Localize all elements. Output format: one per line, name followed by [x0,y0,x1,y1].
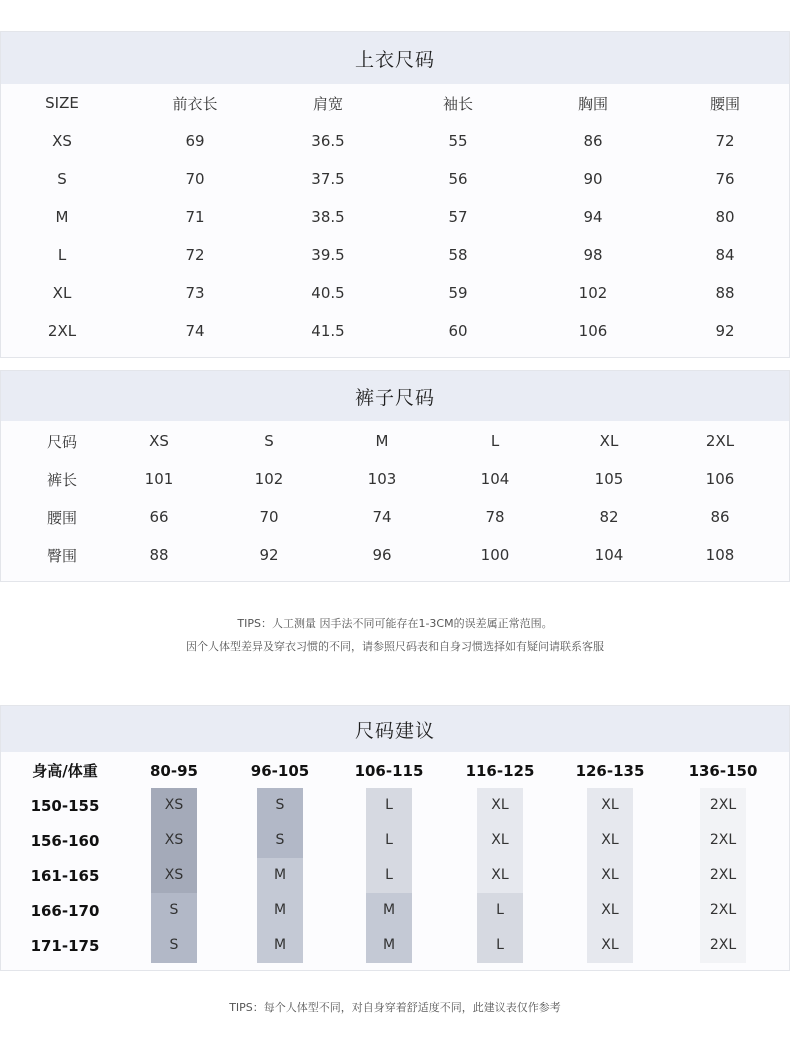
size-suggestion-cell [563,858,657,893]
table-cell: 袖长 [442,94,473,113]
table-cell: 80 [715,208,735,226]
table-cell: 41.5 [311,322,345,340]
size-chip: XL [587,893,633,928]
table-row [1,198,790,236]
size-suggestion-cell [129,823,219,858]
table-cell: M [55,208,69,226]
size-chip: L [366,788,412,823]
size-chip: 2XL [700,788,746,823]
table-cell: 101 [144,470,174,488]
table-cell: 2XL [47,322,77,340]
recommend-title: 尺码建议 [1,706,789,752]
table-cell: 74 [372,508,392,526]
size-chip: M [257,858,303,893]
table-cell: 胸围 [577,94,608,113]
table-cell: 腰围 [46,508,77,527]
table-cell: 71 [185,208,205,226]
size-chip: S [257,823,303,858]
table-cell: 39.5 [311,246,345,264]
size-suggestion-cell [341,858,437,893]
table-cell: 60 [448,322,468,340]
table-cell: 70 [185,170,205,188]
table-cell: 104 [594,546,624,564]
table-cell: L [57,246,67,264]
table-cell: 肩宽 [312,94,343,113]
table-cell: 56 [448,170,468,188]
table-cell: 裤长 [46,470,77,489]
table-row [1,788,789,823]
table-cell: 76 [715,170,735,188]
table-cell: SIZE [45,94,79,112]
top-size-table [1,84,790,350]
size-suggestion-cell [437,893,563,928]
table-cell: 78 [485,508,505,526]
size-chip: L [477,928,523,963]
size-chip: XL [587,788,633,823]
size-chip: M [366,928,412,963]
table-cell: 96-105 [250,761,310,780]
height-range-cell: 171-175 [30,936,100,955]
table-cell: XS [52,132,72,150]
height-range-cell: 156-160 [30,831,100,850]
size-chip: XL [587,858,633,893]
table-cell: 100 [480,546,510,564]
table-cell: 37.5 [311,170,345,188]
table-row [1,460,790,498]
table-cell: 88 [715,284,735,302]
size-suggestion-cell [563,893,657,928]
size-chip: M [366,893,412,928]
size-chip: XS [151,823,197,858]
size-suggestion-cell [219,823,341,858]
size-chip: XL [587,823,633,858]
table-cell: 98 [583,246,603,264]
pants-size-table [1,422,790,574]
table-cell: 116-125 [465,761,535,780]
table-cell: 84 [715,246,735,264]
table-cell: 106 [705,470,735,488]
size-chip: S [151,893,197,928]
table-cell: 66 [149,508,169,526]
size-suggestion-cell [341,823,437,858]
size-chip: XL [477,788,523,823]
table-row [1,312,790,350]
size-suggestion-cell [563,788,657,823]
size-suggestion-cell [219,858,341,893]
table-cell: 90 [583,170,603,188]
size-suggestion-cell [657,928,789,963]
size-suggestion-cell [563,928,657,963]
table-cell: XL [599,432,619,450]
table-cell: 92 [715,322,735,340]
table-cell: 103 [367,470,397,488]
size-chip: 2XL [700,823,746,858]
table-cell: 70 [259,508,279,526]
size-suggestion-cell [437,823,563,858]
table-cell: M [375,432,389,450]
table-cell: 臀围 [46,546,77,565]
table-cell: 57 [448,208,468,226]
size-chip: XL [477,858,523,893]
table-cell: 104 [480,470,510,488]
table-cell: 73 [185,284,205,302]
top-size-title: 上衣尺码 [1,32,789,84]
table-cell: 108 [705,546,735,564]
top-size-panel [0,31,790,358]
size-suggestion-cell [341,788,437,823]
size-chip: 2XL [700,928,746,963]
height-range-cell: 166-170 [30,901,100,920]
size-suggestion-cell [563,823,657,858]
table-cell: 38.5 [311,208,345,226]
height-range-cell: 161-165 [30,866,100,885]
size-suggestion-cell [657,858,789,893]
table-row [1,160,790,198]
size-suggestion-cell [341,928,437,963]
table-row [1,536,790,574]
size-chip: S [257,788,303,823]
table-cell: L [490,432,500,450]
table-cell: 腰围 [709,94,740,113]
table-cell: 前衣长 [172,94,218,113]
size-suggestion-cell [341,893,437,928]
size-suggestion-cell [219,788,341,823]
size-chip: L [366,823,412,858]
table-cell: 尺码 [46,432,77,451]
table-cell: 69 [185,132,205,150]
recommend-panel [0,705,790,971]
table-cell: 72 [185,246,205,264]
measure-tips-line1: TIPS：人工测量 因手法不同可能存在1-3CM的误差属正常范围。 [237,617,553,630]
table-cell: 身高/体重 [32,762,98,780]
table-cell: 82 [599,508,619,526]
size-suggestion-cell [437,928,563,963]
table-cell: XS [149,432,169,450]
size-chip: XS [151,858,197,893]
table-cell: 105 [594,470,624,488]
table-cell: 96 [372,546,392,564]
table-cell: 80-95 [150,761,198,780]
table-cell: 2XL [705,432,735,450]
table-cell: 86 [583,132,603,150]
table-header-row [1,422,790,460]
table-header-row [1,753,789,788]
table-cell: 58 [448,246,468,264]
table-cell: 59 [448,284,468,302]
table-header-row [1,84,790,122]
height-range-cell: 150-155 [30,796,100,815]
size-chip: 2XL [700,858,746,893]
table-cell: 102 [254,470,284,488]
size-suggestion-cell [437,858,563,893]
size-chip: XS [151,788,197,823]
table-cell: 88 [149,546,169,564]
table-cell: 136-150 [688,761,758,780]
table-cell: 126-135 [575,761,645,780]
table-cell: 86 [710,508,730,526]
recommend-tips: TIPS：每个人体型不同，对自身穿着舒适度不同，此建议表仅作参考 [229,1001,561,1014]
table-row [1,498,790,536]
size-suggestion-cell [657,788,789,823]
size-suggestion-cell [129,788,219,823]
table-row [1,274,790,312]
table-row [1,122,790,160]
table-row [1,236,790,274]
size-suggestion-cell [129,858,219,893]
size-chip: L [477,893,523,928]
table-cell: 74 [185,322,205,340]
pants-size-panel [0,370,790,582]
size-suggestion-cell [129,893,219,928]
size-suggestion-cell [129,928,219,963]
size-chip: S [151,928,197,963]
table-cell: 55 [448,132,468,150]
size-suggestion-cell [657,893,789,928]
size-suggestion-cell [657,823,789,858]
table-cell: S [264,432,274,450]
table-cell: 106-115 [354,761,424,780]
table-cell: 102 [578,284,608,302]
size-suggestion-cell [219,893,341,928]
table-row [1,893,789,928]
size-chip: XL [477,823,523,858]
size-chip: L [366,858,412,893]
table-row [1,823,789,858]
size-chip: M [257,928,303,963]
table-cell: 40.5 [311,284,345,302]
size-suggestion-cell [219,928,341,963]
pants-size-title: 裤子尺码 [1,371,789,421]
table-cell: 72 [715,132,735,150]
table-row [1,928,789,963]
table-cell: 94 [583,208,603,226]
table-cell: S [57,170,67,188]
size-chip: 2XL [700,893,746,928]
size-chip: XL [587,928,633,963]
table-cell: 92 [259,546,279,564]
recommend-table [1,753,789,963]
table-cell: 36.5 [311,132,345,150]
table-cell: 106 [578,322,608,340]
size-chip: M [257,893,303,928]
table-cell: XL [52,284,72,302]
size-suggestion-cell [437,788,563,823]
table-row [1,858,789,893]
measure-tips-line2: 因个人体型差异及穿衣习惯的不同，请参照尺码表和自身习惯选择如有疑问请联系客服 [186,640,604,653]
